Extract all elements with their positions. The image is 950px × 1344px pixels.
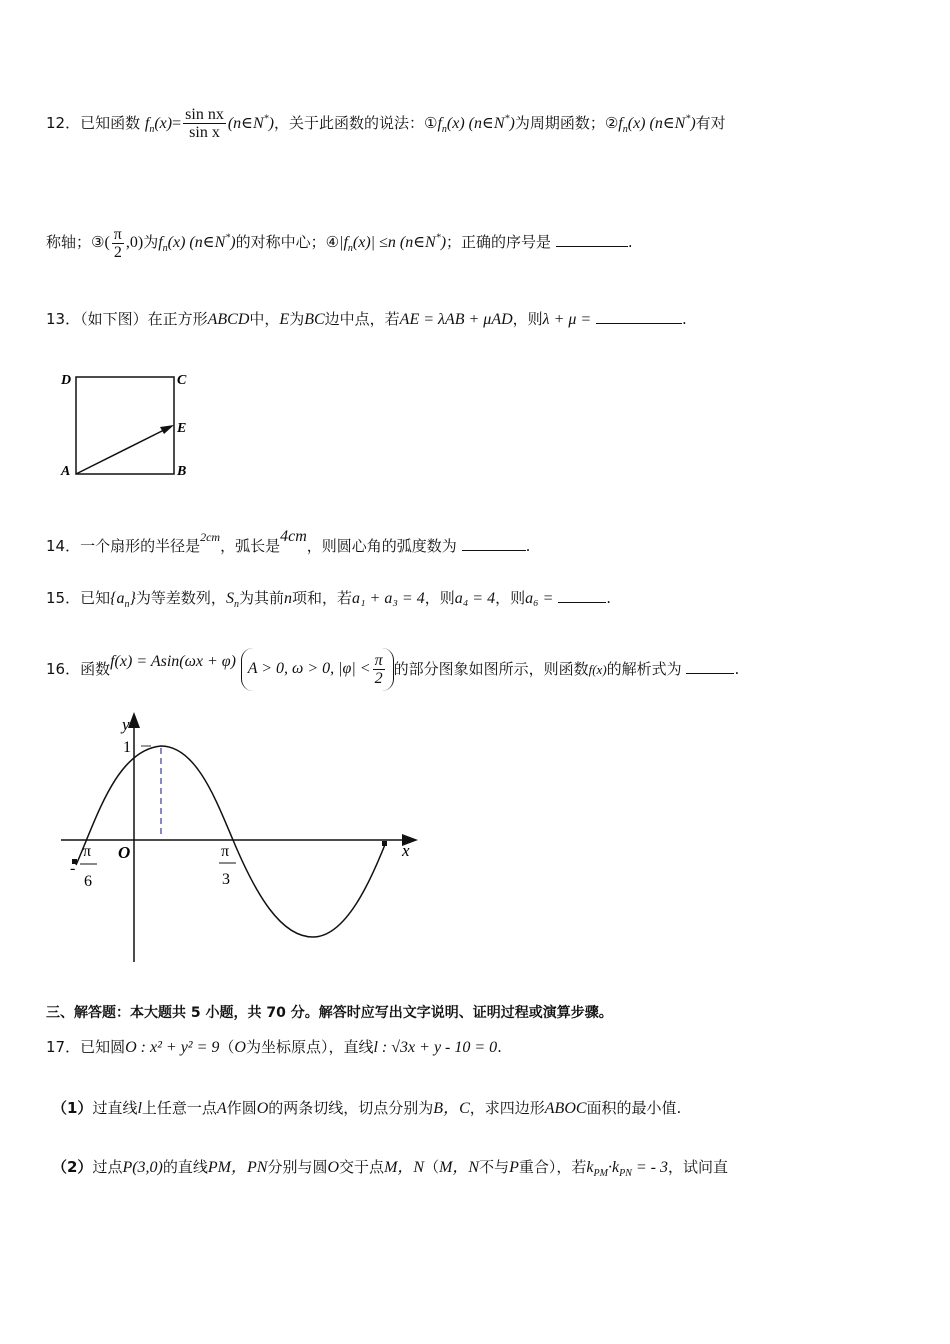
- q12-center-point: ( $\frac{\pi}{2}$ ,0): [104, 226, 144, 261]
- label-x: x: [402, 841, 410, 860]
- label-neg: -: [70, 860, 76, 877]
- label-six: 6: [84, 873, 92, 890]
- label-C: C: [177, 373, 187, 388]
- label-D: D: [61, 373, 72, 388]
- q12-fraction: $\frac{\text{sin nx}}{\text{sin x}}$: [185, 106, 224, 141]
- label-O: O: [118, 843, 131, 862]
- label-y: y: [122, 715, 130, 734]
- label-B: B: [177, 464, 187, 479]
- label-E: E: [177, 421, 187, 436]
- label-one: 1: [123, 739, 131, 756]
- q13-vector-eq: AE = λAB + μAD: [399, 311, 513, 328]
- q17-line: 17．已知圆O : x² + y² = 9（O为坐标原点），直线l : √3x + y - 10 = 0.: [46, 1038, 502, 1056]
- q12-answer-blank[interactable]: [556, 232, 628, 247]
- q12-line2: 称轴；③( $\frac{\pi}{2}$ ,0)为$f_n(x)$ (n∈N*)的对称中心；$④|f_n(x)| \le n$ (n∈N*)；正确的序号是 .: [46, 226, 633, 261]
- section-3-heading: 三、解答题：本大题共 5 小题，共 70 分。解答时应写出文字说明、证明过程或演算步骤。: [46, 1005, 613, 1021]
- q13-answer-blank[interactable]: [596, 309, 682, 324]
- q13-number: 13．: [46, 310, 81, 328]
- q16-answer-blank[interactable]: [686, 659, 734, 674]
- label-A: A: [61, 464, 71, 479]
- q12-abs-inequality: $|f_n(x)| \le n$ (n∈N*): [339, 232, 447, 255]
- sine-curve: [76, 746, 386, 937]
- label-pi-left: π: [83, 843, 92, 860]
- label-three: 3: [222, 871, 230, 888]
- q16-condition: A > 0, ω > 0, |φ| < $\frac{\pi}{2}$: [241, 648, 394, 691]
- q16-number: 16．: [46, 660, 81, 678]
- q12-fn: $f_n(x)$: [144, 115, 173, 136]
- q17-part1: （1）过直线l上任意一点A作圆O的两条切线，切点分别为B，C，求四边形ABOC面积的最小值.: [52, 1099, 682, 1117]
- q16-sine-graph: [56, 710, 426, 970]
- q14-number: 14．: [46, 537, 81, 555]
- q16-line: 16．函数f(x) = Asin(ωx + φ) A > 0, ω > 0, |φ| < $\frac{\pi}{2}$ 的部分图象如图所示，则函数f(x)的解析式为 .: [46, 648, 739, 691]
- label-pi-right: π: [221, 843, 230, 860]
- q14-answer-blank[interactable]: [462, 536, 526, 551]
- q12-line1: 12．已知函数 $f_n(x)=$ $\frac{\text{sin nx}}{\text{sin x}}$ (n∈N*)，关于此函数的说法：$①f_n(x)$ (n∈N*)为周期函数；$②f_n(x)$ (n∈N*)有对: [46, 106, 726, 141]
- q13-line: 13．（如下图）在正方形ABCD中，E为BC边中点，若AE = λAB + μAD，则λ + μ = .: [46, 310, 687, 328]
- q17-part2: （2）过点P(3,0)的直线PM，PN分别与圆O交于点M，N（M，N不与P重合），若$k_{PM}\cdot k_{PN}$ = - 3，试问直: [52, 1158, 729, 1180]
- q12-number: 12．: [46, 114, 81, 132]
- q15-number: 15．: [46, 589, 81, 607]
- q15-line: 15．已知$\{a_n\}$为等差数列，$S_n$为其前n项和，若a₁ + a₃ = 4，则a₄ = 4，则a₆ = .: [46, 589, 611, 611]
- q17-number: 17．: [46, 1038, 81, 1056]
- q14-line: 14．一个扇形的半径是$^{2cm}$，弧长是4cm，则圆心角的弧度数为 .: [46, 528, 531, 555]
- q15-answer-blank[interactable]: [558, 588, 606, 603]
- q13-square-figure: [56, 368, 196, 480]
